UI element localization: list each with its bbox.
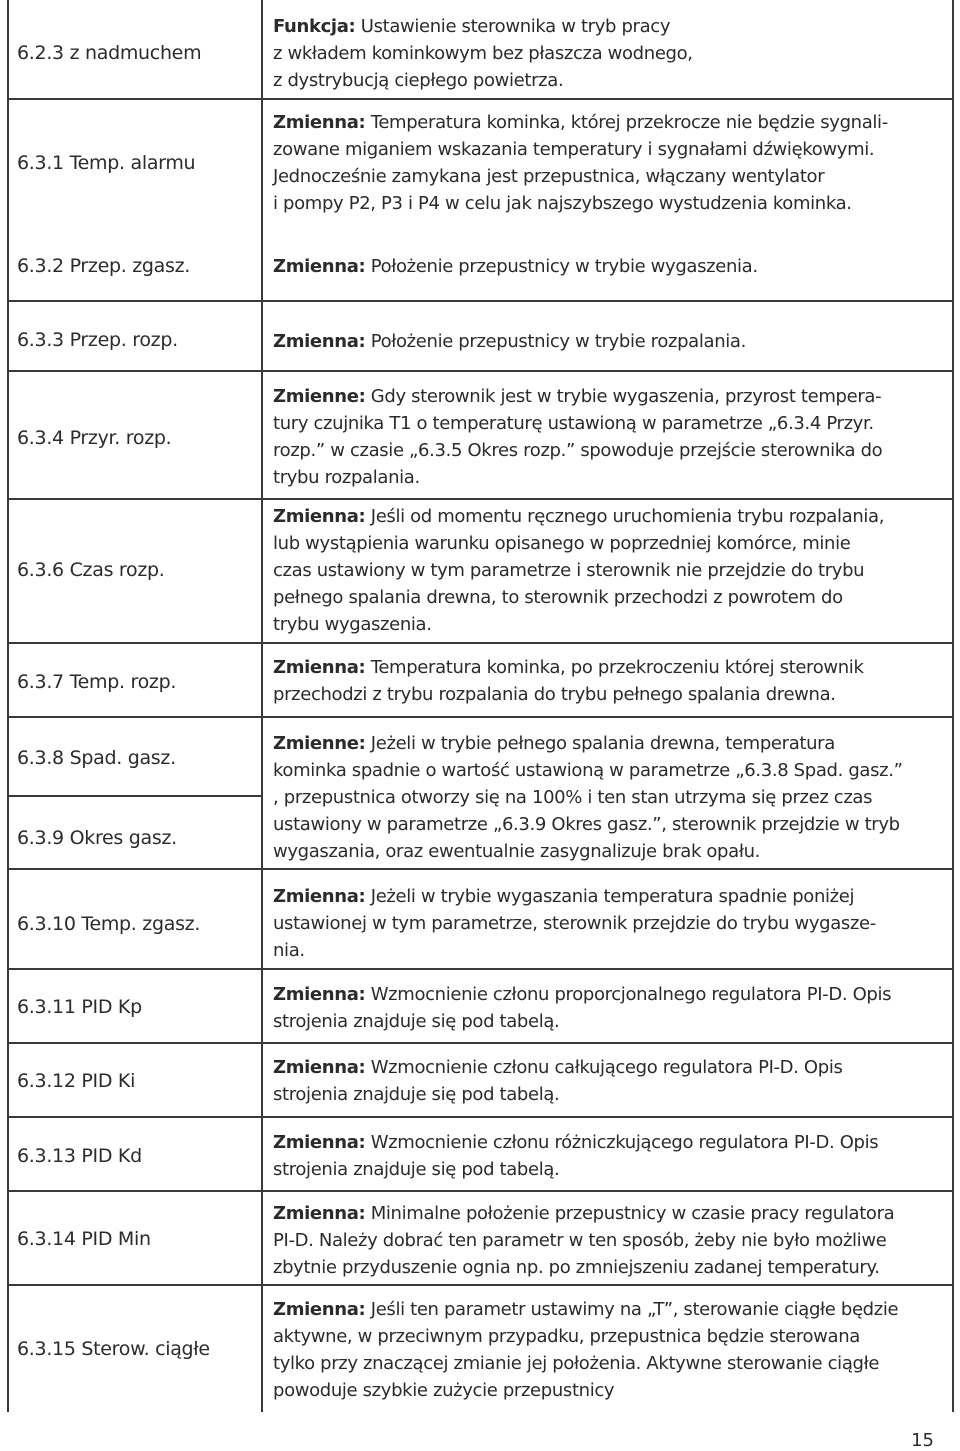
desc-text: Jeżeli w trybie pełnego spalania drewna, temperatura kominka spadnie o wartość ustawioną w parametrze „6.3.8 Spad. gasz.” , przepustnica otworzy się na 100% i ten stan utrzyma się przez czas ustawiony w parametrze „6.3.9 Okres gasz.”, sterownik przejdzie w tryb wygaszania, oraz ewentualnie zasygnalizuje brak opału. <box>273 733 903 862</box>
param-desc <box>273 883 945 964</box>
param-name: 6.3.6 Czas rozp. <box>17 559 165 581</box>
param-name: 6.3.1 Temp. alarmu <box>17 152 196 174</box>
desc-label: Zmienna: <box>273 1132 366 1153</box>
table-row <box>7 500 954 644</box>
desc-label: Zmienna: <box>273 984 366 1005</box>
desc-label: Zmienna: <box>273 1203 366 1224</box>
desc-text: Wzmocnienie członu całkującego regulatora PI-D. Opis strojenia znajduje się pod tabelą. <box>273 1057 843 1105</box>
param-name: 6.3.3 Przep. rozp. <box>17 329 178 351</box>
param-name: 6.3.11 PID Kp <box>17 996 142 1018</box>
param-desc <box>273 383 945 491</box>
desc-text: Jeśli ten parametr ustawimy na „T”, sterowanie ciągłe będzie aktywne, w przeciwnym przypadku, przepustnica będzie sterowana tylko przy znaczącej zmianie jej położenia. Aktywne sterowanie ciągłe powoduje szybkie zużycie przepustnicy <box>273 1299 899 1401</box>
table-row <box>7 870 954 970</box>
param-name: 6.3.7 Temp. rozp. <box>17 671 177 693</box>
param-desc <box>273 1129 945 1183</box>
desc-label: Zmienna: <box>273 112 366 133</box>
table-row <box>7 1286 954 1412</box>
desc-text: Wzmocnienie członu różniczkującego regulatora PI-D. Opis strojenia znajduje się pod tabelą. <box>273 1132 879 1180</box>
desc-label: Zmienna: <box>273 506 366 527</box>
desc-label: Zmienna: <box>273 657 366 678</box>
table-row <box>7 302 954 372</box>
desc-text: Wzmocnienie członu proporcjonalnego regulatora PI-D. Opis strojenia znajduje się pod tabelą. <box>273 984 892 1032</box>
table-row <box>7 1044 954 1118</box>
param-name: 6.3.9 Okres gasz. <box>17 827 177 849</box>
desc-text: Położenie przepustnicy w trybie wygaszenia. <box>365 256 758 277</box>
param-name: 6.3.15 Sterow. ciągłe <box>17 1338 210 1360</box>
param-name: 6.3.12 PID Ki <box>17 1070 136 1092</box>
param-desc <box>273 1200 945 1281</box>
desc-label: Zmienne: <box>273 733 366 754</box>
table-row <box>7 372 954 500</box>
param-desc <box>273 253 945 280</box>
table-row <box>7 1118 954 1192</box>
desc-text: Jeśli od momentu ręcznego uruchomienia trybu rozpalania, lub wystąpienia warunku opisanego w poprzedniej komórce, minie czas ustawiony w tym parametrze i sterownik nie przejdzie do trybu pełnego spalania drewna, to sterownik przechodzi z powrotem do trybu wygaszenia. <box>273 506 885 635</box>
param-name: 6.2.3 z nadmuchem <box>17 42 202 64</box>
param-desc <box>273 1296 945 1404</box>
page-number: 15 <box>911 1430 934 1451</box>
param-desc <box>273 503 945 638</box>
param-desc <box>273 981 945 1035</box>
desc-label: Zmienna: <box>273 1057 366 1078</box>
desc-text: Jeżeli w trybie wygaszania temperatura spadnie poniżej ustawionej w tym parametrze, sterownik przejdzie do trybu wygasze- nia. <box>273 886 876 961</box>
param-name: 6.3.2 Przep. zgasz. <box>17 255 191 277</box>
table-row <box>7 644 954 718</box>
param-desc <box>273 13 945 94</box>
desc-text: Temperatura kominka, której przekrocze nie będzie sygnali- zowane miganiem wskazania temperatury i sygnałami dźwiękowymi. Jednocześnie zamykana jest przepustnica, włączany wentylator i pompy P2, P3 i P4 w celu jak najszybszego wystudzenia kominka. <box>273 112 888 214</box>
desc-label: Funkcja: <box>273 16 356 37</box>
table-row <box>7 100 954 302</box>
desc-text: Minimalne położenie przepustnicy w czasie pracy regulatora PI-D. Należy dobrać ten parametr w ten sposób, żeby nie było możliwe zbytnie przyduszenie ognia np. po zmniejszeniu zadanej temperatury. <box>273 1203 895 1278</box>
param-desc <box>273 109 945 217</box>
table-row <box>7 718 954 870</box>
param-name: 6.3.4 Przyr. rozp. <box>17 427 172 449</box>
desc-label: Zmienne: <box>273 386 366 407</box>
param-desc <box>273 1054 945 1108</box>
desc-label: Zmienna: <box>273 331 366 352</box>
desc-text: Ustawienie sterownika w tryb pracy z wkładem kominkowym bez płaszcza wodnego, z dystrybucją ciepłego powietrza. <box>273 16 693 91</box>
param-name: 6.3.13 PID Kd <box>17 1145 142 1167</box>
param-desc <box>273 328 945 355</box>
param-name: 6.3.8 Spad. gasz. <box>17 747 176 769</box>
param-name: 6.3.14 PID Min <box>17 1228 151 1250</box>
desc-label: Zmienna: <box>273 1299 366 1320</box>
desc-label: Zmienna: <box>273 886 366 907</box>
desc-label: Zmienna: <box>273 256 366 277</box>
left-cell-divider <box>7 795 261 797</box>
param-desc <box>273 654 945 708</box>
desc-text: Gdy sterownik jest w trybie wygaszenia, przyrost tempera- tury czujnika T1 o temperaturę ustawioną w parametrze „6.3.4 Przyr. rozp.” w czasie „6.3.5 Okres rozp.” spowoduje przejście sterownika do trybu rozpalania. <box>273 386 883 488</box>
table-row <box>7 970 954 1044</box>
table-row <box>7 1192 954 1286</box>
desc-text: Położenie przepustnicy w trybie rozpalania. <box>365 331 746 352</box>
desc-text: Temperatura kominka, po przekroczeniu której sterownik przechodzi z trybu rozpalania do trybu pełnego spalania drewna. <box>273 657 864 705</box>
param-name: 6.3.10 Temp. zgasz. <box>17 913 201 935</box>
table-row <box>7 0 954 100</box>
param-desc <box>273 730 945 865</box>
